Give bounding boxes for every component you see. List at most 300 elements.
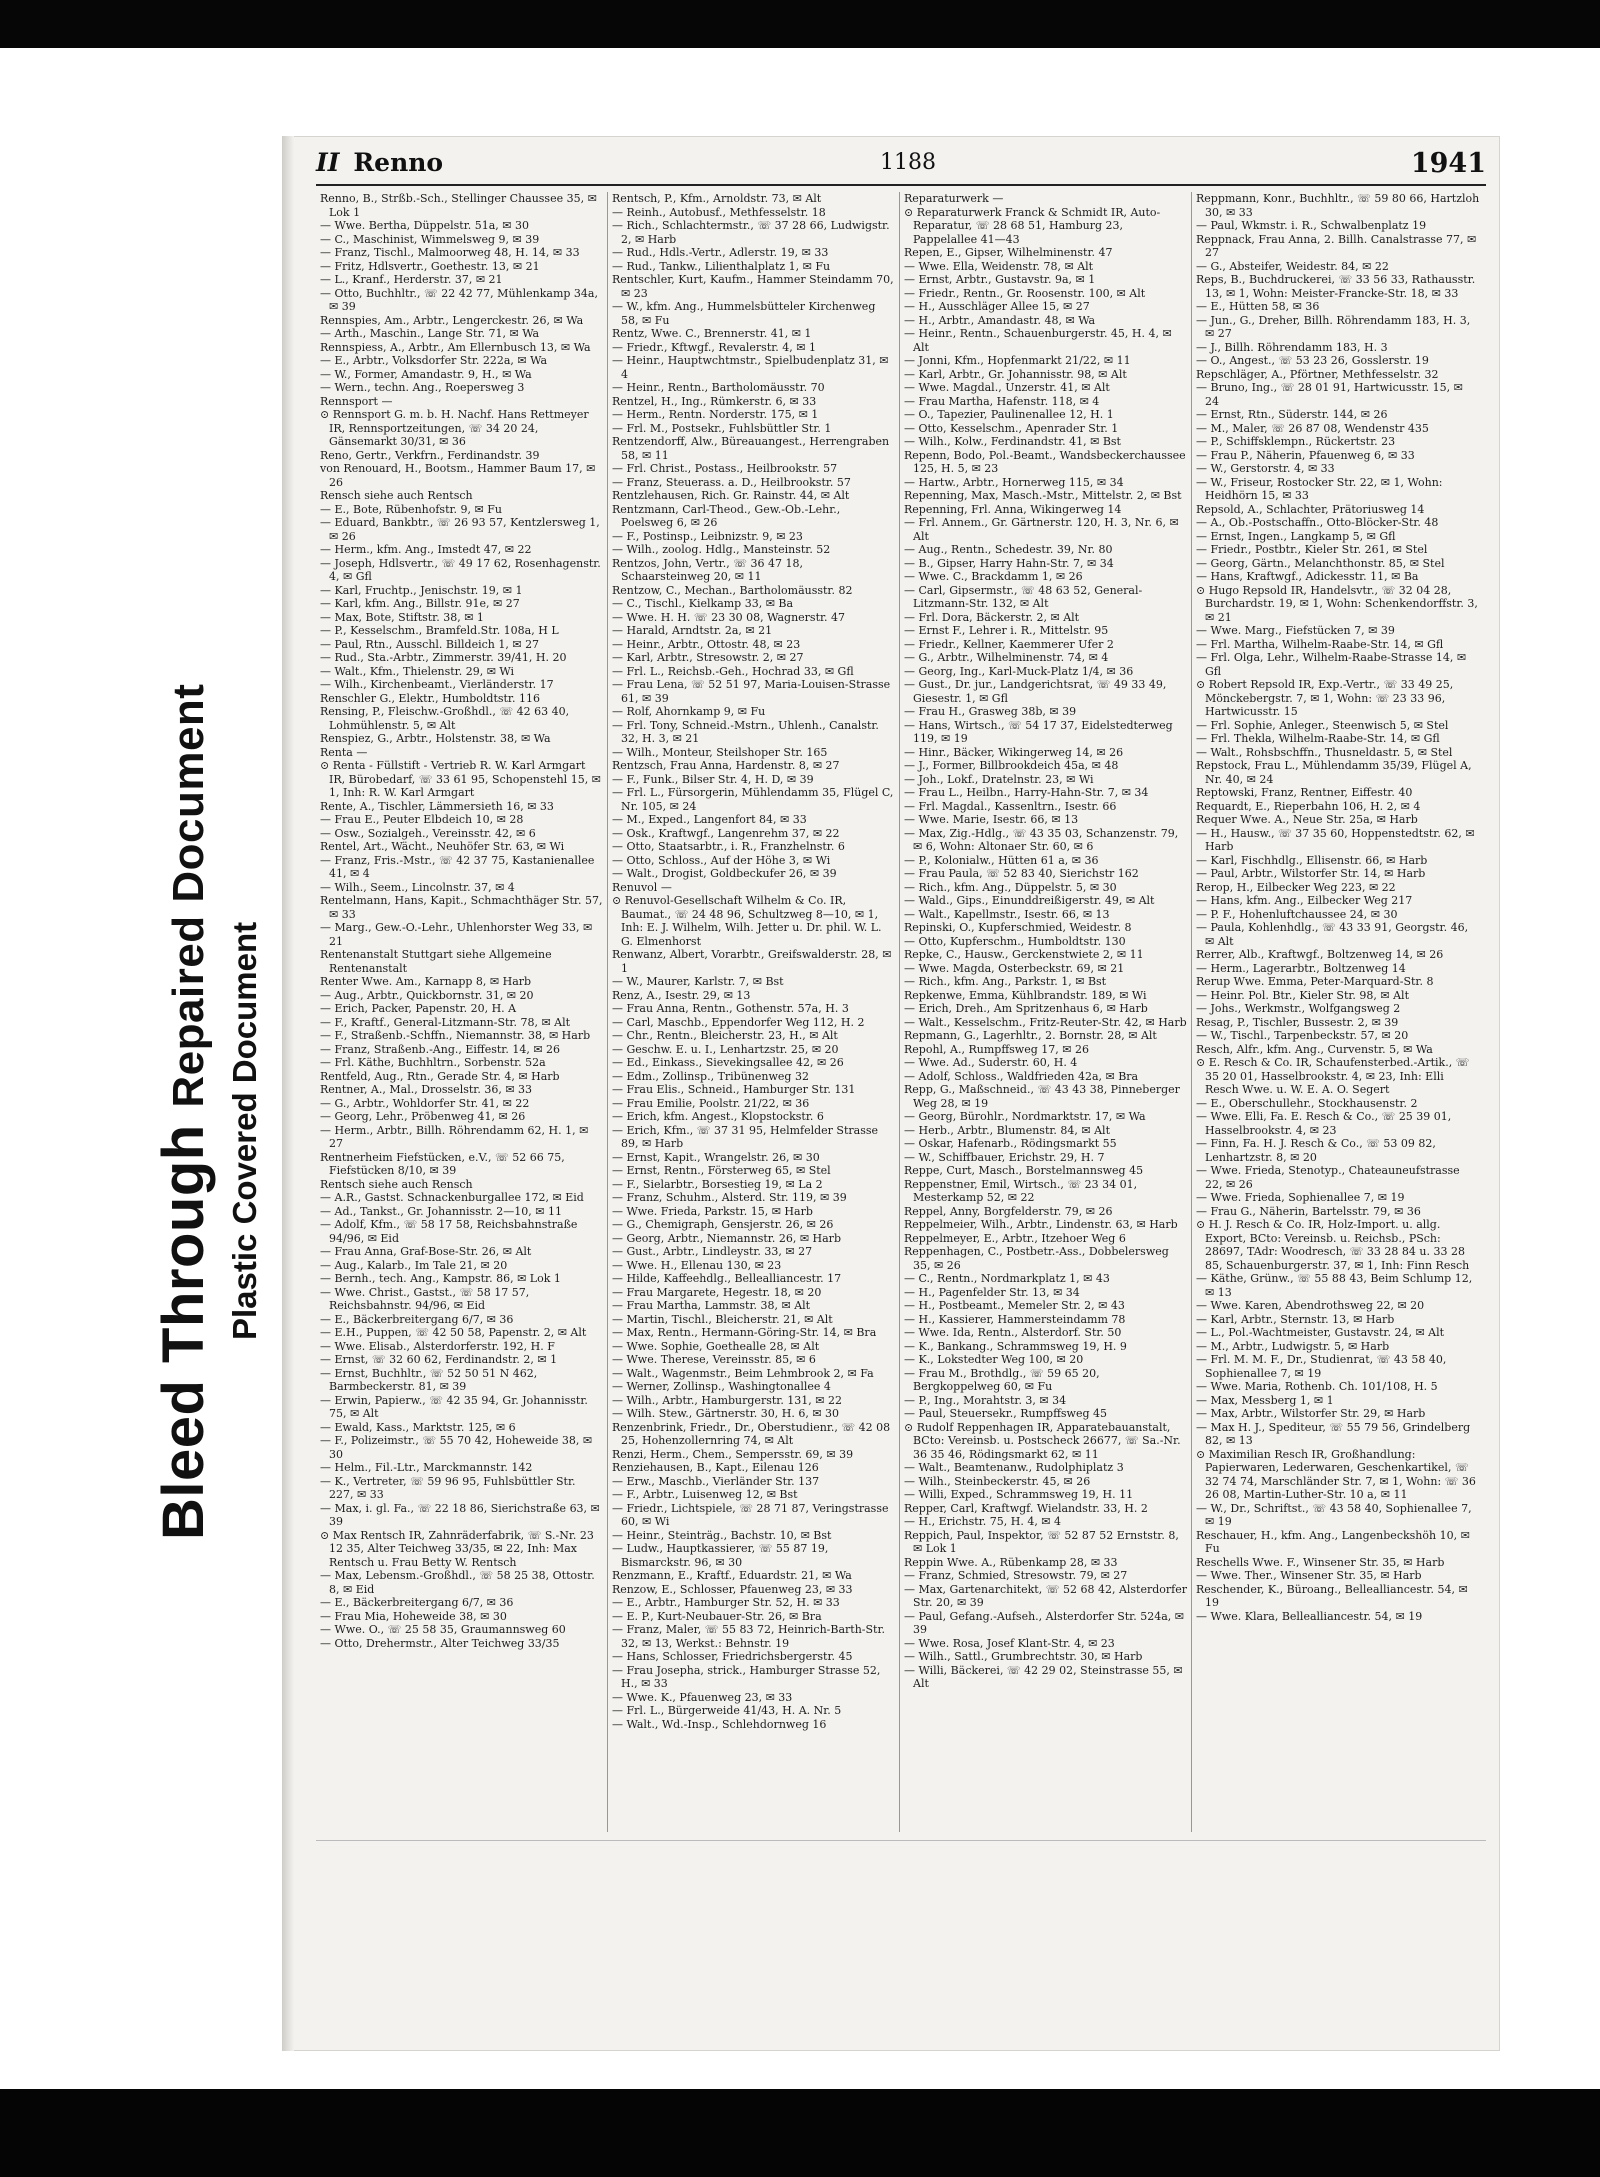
directory-entry: — Ed., Einkass., Sievekingsallee 42, ✉ 26 [612, 1056, 844, 1069]
directory-entry: — P., Schiffsklempn., Rückertstr. 23 [1196, 435, 1396, 448]
directory-entry: Rentel, Art., Wächt., Neuhöfer Str. 63, ✉ Wi [320, 840, 565, 853]
directory-entry: — Walt., Wd.-Insp., Schlehdornweg 16 [612, 1717, 827, 1731]
directory-entry: — J., Billh. Röhrendamm 183, H. 3 [1196, 340, 1388, 354]
directory-entry: Rentz, Wwe. C., Brennerstr. 41, ✉ 1 [612, 327, 812, 340]
directory-entry: Renziehausen, B., Kapt., Eilenau 126 [612, 1461, 819, 1474]
directory-entry: Repstock, Frau L., Mühlendamm 35/39, Flügel A, Nr. 40, ✉ 24 [1196, 759, 1472, 786]
directory-entry: Rentzendorff, Alw., Büreauangest., Herrengraben 58, ✉ 11 [612, 435, 890, 462]
directory-entry: — Ernst, Arbtr., Gustavstr. 9a, ✉ 1 [904, 273, 1096, 286]
directory-entry: — Wwe. Maria, Rothenb. Ch. 101/108, H. 5 [1196, 1380, 1438, 1393]
directory-entry: — Frl. Magdal., Kassenltrn., Isestr. 66 [904, 799, 1117, 813]
directory-entry: Reppelmeier, Wilh., Arbtr., Lindenstr. 63, ✉ Harb [904, 1218, 1178, 1231]
directory-entry: Repenning, Max, Masch.-Mstr., Mittelstr. 2, ✉ Bst [904, 489, 1182, 502]
directory-entry: — Willi, Bäckerei, ☏ 42 29 02, Steinstrasse 55, ✉ Alt [904, 1663, 1183, 1690]
directory-entry: Requardt, E., Rieperbahn 106, H. 2, ✉ 4 [1196, 799, 1421, 813]
directory-entry: — Karl, Arbtr., Stresowstr. 2, ✉ 27 [612, 651, 804, 664]
directory-entry: — Wilh., Kolw., Ferdinandstr. 41, ✉ Bst [904, 435, 1121, 448]
directory-entry: — Eduard, Bankbtr., ☏ 26 93 57, Kentzlersweg 1, ✉ 26 [320, 516, 600, 543]
directory-entry: — E., Bote, Rübenhofstr. 9, ✉ Fu [320, 502, 502, 516]
directory-entry: — Herb., Arbtr., Blumenstr. 84, ✉ Alt [904, 1123, 1110, 1137]
directory-entry: — Wwe. Ella, Weidenstr. 78, ✉ Alt [904, 259, 1094, 273]
directory-entry: — W., Former, Amandastr. 9, H., ✉ Wa [320, 367, 532, 381]
page-gutter-shadow [282, 136, 294, 2051]
directory-entry: — M., Exped., Langenfort 84, ✉ 33 [612, 813, 807, 826]
directory-entry: — F., Funk., Bilser Str. 4, H. D, ✉ 39 [612, 772, 814, 786]
bottom-scan-border [0, 2089, 1600, 2177]
directory-entry: — Willi, Exped., Schrammsweg 19, H. 11 [904, 1488, 1134, 1501]
directory-entry: ⊙ Hugo Repsold IR, Handelsvtr., ☏ 32 04 28, Burchardstr. 19, ✉ 1, Wohn: Schenkendorffstr. 3, ✉ 21 [1196, 583, 1478, 624]
directory-entry: — Paul, Rtn., Ausschl. Billdeich 1, ✉ 27 [320, 637, 540, 651]
directory-entry: — Ernst, Rentn., Försterweg 65, ✉ Stel [612, 1164, 831, 1177]
directory-entry: — Frl. M., Postsekr., Fuhlsbüttler Str. 1 [612, 421, 832, 435]
directory-entry: — Fritz, Hdlsvertr., Goethestr. 13, ✉ 21 [320, 259, 540, 273]
directory-entry: — Heinr. Pol. Btr., Kieler Str. 98, ✉ Alt [1196, 988, 1409, 1002]
directory-entry: — Käthe, Grünw., ☏ 55 88 43, Beim Schlump 12, ✉ 13 [1196, 1272, 1473, 1299]
directory-entry: — G., Chemigraph, Gensjerstr. 26, ✉ 26 [612, 1218, 834, 1231]
directory-entry: — Wilh., Seem., Lincolnstr. 37, ✉ 4 [320, 880, 515, 894]
footer-rule [316, 1840, 1486, 1841]
directory-entry: — Frl. L., Reichsb.-Geh., Hochrad 33, ✉ Gfl [612, 664, 854, 678]
directory-entry: — C., Tischl., Kielkamp 33, ✉ Ba [612, 597, 794, 610]
directory-entry: — Wwe. Ad., Suderstr. 60, H. 4 [904, 1056, 1078, 1069]
directory-entry: Repper, Carl, Kraftwgf. Wielandstr. 33, H. 2 [904, 1501, 1148, 1515]
directory-entry: Requer Wwe. A., Neue Str. 25a, ✉ Harb [1196, 813, 1418, 826]
directory-entry: — Wwe. Marg., Fiefstücken 7, ✉ 39 [1196, 624, 1395, 637]
directory-entry: — Adolf, Kfm., ☏ 58 17 58, Reichsbahnstraße 94/96, ✉ Eid [320, 1218, 578, 1245]
directory-entry: — Hilde, Kaffeehdlg., Bellealliancestr. 17 [612, 1272, 842, 1285]
directory-entry: — Frl. Käthe, Buchhltrn., Sorbenstr. 52a [320, 1056, 546, 1069]
directory-entry: — Rolf, Ahornkamp 9, ✉ Fu [612, 705, 766, 718]
directory-entry: — W., Maurer, Karlstr. 7, ✉ Bst [612, 975, 784, 988]
directory-entry: — Walt., Wagenmstr., Beim Lehmbrook 2, ✉ Fa [612, 1366, 874, 1380]
directory-entry: — Ad., Tankst., Gr. Johannisstr. 2—10, ✉ 11 [320, 1204, 562, 1218]
directory-entry: — Frau E., Peuter Elbdeich 10, ✉ 28 [320, 813, 524, 826]
directory-entry: — Wwe. Christ., Gastst., ☏ 58 17 57, Reichsbahnstr. 94/96, ✉ Eid [320, 1285, 530, 1312]
directory-entry: — Heinr., Rentn., Schauenburgerstr. 45, H. 4, ✉ Alt [904, 327, 1172, 354]
directory-entry: — Frl. Sophie, Anleger., Steenwisch 5, ✉ Stel [1196, 718, 1449, 732]
directory-entry: Reptowski, Franz, Rentner, Eiffestr. 40 [1196, 786, 1413, 799]
directory-entry: — Franz, Schuhm., Alsterd. Str. 119, ✉ 39 [612, 1191, 847, 1204]
directory-entry: Rentsch siehe auch Rensch [320, 1177, 473, 1191]
directory-entry: — H., Kassierer, Hammersteindamm 78 [904, 1312, 1126, 1326]
directory-entry: Reppelmeyer, E., Arbtr., Itzehoer Weg 6 [904, 1231, 1126, 1245]
directory-entry: — Frl. M. M. F., Dr., Studienrat, ☏ 43 58 40, Sophienallee 7, ✉ 19 [1196, 1353, 1447, 1380]
directory-entry: ⊙ H. J. Resch & Co. IR, Holz-Import. u. allg. Export, BCto: Vereinsb. u. Reichsb., PSch: 28697, TAdr: Woodresch, ☏ 33 28 84 u. 33 28 85, Schauenburgerstr. 37, ✉ 1, Inh: Finn Resch [1196, 1218, 1470, 1272]
directory-entry: — Helm., Fil.-Ltr., Marckmannstr. 142 [320, 1461, 533, 1474]
directory-entry: — H., Hausw., ☏ 37 35 60, Hoppenstedtstr. 62, ✉ Harb [1196, 826, 1475, 853]
directory-entry: Repinski, O., Kupferschmied, Weidestr. 8 [904, 921, 1132, 934]
directory-entry: Rentfeld, Aug., Rtn., Gerade Str. 4, ✉ Harb [320, 1069, 560, 1083]
directory-entry: — O., Tapezier, Paulinenallee 12, H. 1 [904, 408, 1114, 421]
directory-entry: — Hans, Kraftwgf., Adickesstr. 11, ✉ Ba [1196, 570, 1419, 583]
directory-entry: — C., Rentn., Nordmarkplatz 1, ✉ 43 [904, 1272, 1110, 1285]
directory-entry: Renuvol — [612, 880, 672, 894]
directory-entry: ⊙ Max Rentsch IR, Zahnräderfabrik, ☏ S.-Nr. 23 12 35, Alter Teichweg 33/35, ✉ 22, Inh: Max Rentsch u. Frau Betty W. Rentsch [320, 1528, 594, 1569]
directory-entry: — Frau Anna, Graf-Bose-Str. 26, ✉ Alt [320, 1245, 532, 1258]
directory-entry: Rentzlehausen, Rich. Gr. Rainstr. 44, ✉ Alt [612, 489, 850, 502]
directory-entry: — Paul, Arbtr., Wilstorfer Str. 14, ✉ Harb [1196, 867, 1426, 880]
directory-entry: Rensch siehe auch Rentsch [320, 489, 473, 502]
directory-entry: — Wwe. Klara, Bellealliancestr. 54, ✉ 19 [1196, 1609, 1423, 1623]
directory-entry: — Frau Martha, Lammstr. 38, ✉ Alt [612, 1299, 811, 1312]
directory-entry: — B., Gipser, Harry Hahn-Str. 7, ✉ 34 [904, 556, 1114, 570]
directory-entry: Rerrer, Alb., Kraftwgf., Boltzenweg 14, ✉ 26 [1196, 948, 1444, 961]
directory-entry: — H., Postbeamt., Memeler Str. 2, ✉ 43 [904, 1299, 1125, 1312]
directory-entry: — E., Oberschullehr., Stockhausenstr. 2 [1196, 1096, 1418, 1110]
directory-entry: — G., Absteifer, Weidestr. 84, ✉ 22 [1196, 259, 1389, 273]
directory-entry: — W., Tischl., Tarpenbeckstr. 57, ✉ 20 [1196, 1029, 1409, 1042]
directory-entry: — Heinr., Rentn., Bartholomäusstr. 70 [612, 381, 825, 394]
directory-entry: Rentnerheim Fiefstücken, e.V., ☏ 52 66 75, Fiefstücken 8/10, ✉ 39 [320, 1150, 565, 1177]
directory-entry: — Max, Bote, Stiftstr. 38, ✉ 1 [320, 610, 484, 624]
directory-entry: Repohl, A., Rumpffsweg 17, ✉ 26 [904, 1042, 1089, 1056]
directory-entry: — Erich, Packer, Papenstr. 20, H. A [320, 1002, 517, 1015]
directory-entry: — Arth., Maschin., Lange Str. 71, ✉ Wa [320, 327, 540, 340]
directory-entry: — Frau Paula, ☏ 52 83 40, Sierichstr 162 [904, 867, 1139, 880]
directory-entry: — K., Lokstedter Weg 100, ✉ 20 [904, 1353, 1084, 1366]
directory-entry: — Aug., Arbtr., Quickbornstr. 31, ✉ 20 [320, 988, 534, 1002]
directory-entry: — Georg, Arbtr., Niemannstr. 26, ✉ Harb [612, 1231, 841, 1245]
directory-entry: Reppenstner, Emil, Wirtsch., ☏ 23 34 01, Mesterkamp 52, ✉ 22 [904, 1177, 1138, 1204]
directory-entry: — E., Bäckerbreitergang 6/7, ✉ 36 [320, 1312, 514, 1326]
directory-entry: — Otto, Buchhltr., ☏ 22 42 77, Mühlenkamp 34a, ✉ 39 [320, 286, 598, 313]
directory-entry: — Frau Anna, Rentn., Gothenstr. 57a, H. 3 [612, 1002, 849, 1015]
directory-entry: — Frau Margarete, Hegestr. 18, ✉ 20 [612, 1285, 822, 1299]
directory-entry: — Max, Messberg 1, ✉ 1 [1196, 1393, 1334, 1407]
directory-entry: — K., Bankang., Schrammsweg 19, H. 9 [904, 1339, 1127, 1353]
header-section [316, 148, 443, 177]
directory-entry: — Werner, Zollinsp., Washingtonallee 4 [612, 1380, 831, 1393]
section-number: II [316, 148, 340, 177]
directory-entry: — Wwe. K., Pfauenweg 23, ✉ 33 [612, 1690, 793, 1704]
directory-entry: — Rich., Schlachtermstr., ☏ 37 28 66, Ludwigstr. 2, ✉ Harb [612, 219, 890, 246]
directory-entry: — F., Kraftf., General-Litzmann-Str. 78, ✉ Alt [320, 1015, 571, 1029]
directory-entry: — Bruno, Ing., ☏ 28 01 91, Hartwicusstr. 15, ✉ 24 [1196, 381, 1463, 408]
page-header [316, 148, 1486, 182]
directory-entry: — Ludw., Hauptkassierer, ☏ 55 87 19, Bismarckstr. 96, ✉ 30 [612, 1542, 829, 1569]
directory-entry: — E.H., Puppen, ☏ 42 50 58, Papenstr. 2, ✉ Alt [320, 1326, 587, 1339]
directory-entry: — E. P., Kurt-Neubauer-Str. 26, ✉ Bra [612, 1609, 822, 1623]
directory-entry: — Karl, Fischhdlg., Ellisenstr. 66, ✉ Harb [1196, 853, 1428, 867]
directory-entry: — Frau Josepha, strick., Hamburger Strasse 52, H., ✉ 33 [612, 1663, 881, 1690]
directory-entry: Renzenbrink, Friedr., Dr., Oberstudienr., ☏ 42 08 25, Hohenzollernring 74, ✉ Alt [612, 1420, 891, 1447]
directory-entry: Renter Wwe. Am., Karnapp 8, ✉ Harb [320, 975, 532, 988]
directory-entry: Resag, P., Tischler, Bussestr. 2, ✉ 39 [1196, 1015, 1399, 1029]
directory-entry: — Wwe. Frieda, Parkstr. 15, ✉ Harb [612, 1204, 813, 1218]
directory-entry: — K., Vertreter, ☏ 59 96 95, Fuhlsbüttler Str. 227, ✉ 33 [320, 1474, 576, 1501]
directory-entry: — Franz, Fris.-Mstr., ☏ 42 37 75, Kastanienallee 41, ✉ 4 [320, 853, 595, 880]
directory-entry: — Wilh., Sattl., Grumbrechtstr. 30, ✉ Harb [904, 1650, 1143, 1663]
directory-entry: — Rich., kfm. Ang., Parkstr. 1, ✉ Bst [904, 975, 1107, 988]
directory-entry: — Hinr., Bäcker, Wikingerweg 14, ✉ 26 [904, 745, 1124, 759]
directory-entry: — Wilh., zoolog. Hdlg., Mansteinstr. 52 [612, 543, 831, 556]
directory-entry: ⊙ Renta - Füllstift - Vertrieb R. W. Karl Armgart IR, Bürobedarf, ☏ 33 61 95, Schopenstehl 15, ✉ 1, Inh: R. W. Karl Armgart [320, 759, 601, 799]
directory-entry: Reschauer, H., kfm. Ang., Langenbeckshöh 10, ✉ Fu [1196, 1528, 1470, 1555]
directory-entry: — Harald, Arndtstr. 2a, ✉ 21 [612, 624, 773, 637]
directory-entry: — M., Arbtr., Ludwigstr. 5, ✉ Harb [1196, 1339, 1390, 1353]
directory-entry: — Otto, Schloss., Auf der Höhe 3, ✉ Wi [612, 853, 831, 867]
directory-entry: Reppich, Paul, Inspektor, ☏ 52 87 52 Ernststr. 8, ✉ Lok 1 [904, 1528, 1179, 1555]
directory-entry: — Frl. L., Bürgerweide 41/43, H. A. Nr. 5 [612, 1704, 842, 1717]
directory-entry: — Georg, Lehr., Pröbenweg 41, ✉ 26 [320, 1110, 526, 1123]
directory-entry: Renschler G., Elektr., Humboldtstr. 116 [320, 691, 540, 705]
directory-entry: — Heinr., Steinträg., Bachstr. 10, ✉ Bst [612, 1528, 832, 1542]
directory-entry: Repkenwe, Emma, Kühlbrandstr. 189, ✉ Wi [904, 988, 1147, 1002]
directory-entry: Renzi, Herm., Chem., Sempersstr. 69, ✉ 39 [612, 1447, 854, 1461]
directory-entry: — O., Angest., ☏ 53 23 26, Gosslerstr. 19 [1196, 354, 1429, 367]
directory-entry: Rentzow, C., Mechan., Bartholomäusstr. 82 [612, 583, 853, 597]
directory-entry: — Wald., Gips., Einunddreißigerstr. 49, ✉ Alt [904, 894, 1155, 907]
directory-entry: — Heinr., Arbtr., Ottostr. 48, ✉ 23 [612, 637, 801, 651]
directory-entry: — Frau G., Näherin, Bartelsstr. 79, ✉ 36 [1196, 1204, 1421, 1218]
directory-entry: — Erwin, Papierw., ☏ 42 35 94, Gr. Johannisstr. 75, ✉ Alt [320, 1393, 588, 1420]
directory-entry: — Frl. Tony, Schneid.-Mstrn., Uhlenh., Canalstr. 32, H. 3, ✉ 21 [612, 718, 879, 745]
directory-columns [316, 192, 1486, 1832]
directory-entry: Reppnack, Frau Anna, 2. Billh. Canalstrasse 77, ✉ 27 [1196, 232, 1477, 259]
directory-entry: — Wern., techn. Ang., Roepersweg 3 [320, 381, 525, 394]
directory-entry: Rerop, H., Eilbecker Weg 223, ✉ 22 [1196, 880, 1396, 894]
directory-entry: — Rud., Tankw., Lilienthalplatz 1, ✉ Fu [612, 259, 831, 273]
directory-entry: Repsold, A., Schlachter, Prätoriusweg 14 [1196, 502, 1425, 516]
directory-entry: — Friedr., Rentn., Gr. Roosenstr. 100, ✉ Alt [904, 286, 1146, 300]
header-rule [316, 184, 1486, 186]
directory-entry: — Walt., Drogist, Goldbeckufer 26, ✉ 39 [612, 867, 837, 880]
directory-entry: — Gust., Dr. jur., Landgerichtsrat, ☏ 49 33 49, Giesestr. 1, ✉ Gfl [904, 678, 1167, 705]
directory-entry: — Franz, Tischl., Malmoorweg 48, H. 14, ✉ 33 [320, 246, 580, 259]
directory-entry: Rennspiess, A., Arbtr., Am Ellernbusch 13, ✉ Wa [320, 340, 591, 354]
directory-entry: — H., Ausschläger Allee 15, ✉ 27 [904, 300, 1090, 313]
directory-entry: — Wwe. Magdal., Unzerstr. 41, ✉ Alt [904, 381, 1110, 394]
directory-entry: von Renouard, H., Bootsm., Hammer Baum 17, ✉ 26 [320, 462, 596, 489]
directory-entry: — P. F., Hohenluftchaussee 24, ✉ 30 [1196, 907, 1398, 921]
directory-entry: Repke, C., Hausw., Gerckenstwiete 2, ✉ 11 [904, 948, 1144, 961]
directory-entry: — Paul, Steuersekr., Rumpffsweg 45 [904, 1407, 1107, 1420]
directory-entry: — Hans, kfm. Ang., Eilbecker Weg 217 [1196, 894, 1413, 907]
directory-entry: — Osw., Sozialgeh., Vereinsstr. 42, ✉ 6 [320, 826, 536, 840]
bleed-through-text: Bleed Through [151, 1124, 216, 1540]
directory-entry: Rentner, A., Mal., Drosselstr. 36, ✉ 33 [320, 1083, 533, 1096]
directory-entry: — Max, i. gl. Fa., ☏ 22 18 86, Sierichstraße 63, ✉ 39 [320, 1501, 600, 1528]
directory-entry: Repschläger, A., Pförtner, Methfesselstr. 32 [1196, 367, 1439, 381]
directory-entry: — Chr., Rentn., Bleicherstr. 23, H., ✉ Alt [612, 1029, 838, 1042]
directory-entry: Rentsch, P., Kfm., Arnoldstr. 73, ✉ Alt [612, 192, 822, 205]
directory-entry: Reppmann, Konr., Buchhltr., ☏ 59 80 66, Hartzloh 30, ✉ 33 [1196, 192, 1480, 219]
directory-entry: Resch, Alfr., kfm. Ang., Curvenstr. 5, ✉ Wa [1196, 1042, 1433, 1056]
column-4 [1192, 192, 1484, 1832]
directory-entry: — Max, Arbtr., Wilstorfer Str. 29, ✉ Harb [1196, 1407, 1426, 1420]
directory-entry: — Joseph, Hdlsvertr., ☏ 49 17 62, Rosenhagenstr. 4, ✉ Gfl [320, 556, 601, 583]
directory-entry: — Gust., Arbtr., Lindleystr. 33, ✉ 27 [612, 1245, 813, 1258]
directory-entry: Rentschler, Kurt, Kaufm., Hammer Steindamm 70, ✉ 23 [612, 273, 894, 300]
directory-entry: — L., Pol.-Wachtmeister, Gustavstr. 24, ✉ Alt [1196, 1326, 1445, 1339]
directory-entry: Reps, B., Buchdruckerei, ☏ 33 56 33, Rathausstr. 13, ✉ 1, Wohn: Meister-Francke-Str. 18, ✉ 33 [1196, 273, 1476, 300]
column-2 [608, 192, 900, 1832]
directory-entry: — Wwe. Therese, Vereinsstr. 85, ✉ 6 [612, 1353, 816, 1366]
directory-entry: — Franz, Schmied, Stresowstr. 79, ✉ 27 [904, 1569, 1128, 1582]
directory-entry: — Wwe. Marie, Isestr. 66, ✉ 13 [904, 813, 1079, 826]
directory-entry: Reppel, Anny, Borgfelderstr. 79, ✉ 26 [904, 1204, 1113, 1218]
directory-entry: — L., Kranf., Herderstr. 37, ✉ 21 [320, 273, 503, 286]
directory-entry: — Rud., Hdls.-Vertr., Adlerstr. 19, ✉ 33 [612, 246, 829, 259]
directory-entry: — Frl. L., Fürsorgerin, Mühlendamm 35, Flügel C, Nr. 105, ✉ 24 [612, 786, 894, 813]
directory-entry: — Wwe. Frieda, Stenotyp., Chateauneufstrasse 22, ✉ 26 [1196, 1164, 1460, 1191]
directory-entry: — Paula, Kohlenhdlg., ☏ 43 33 91, Georgstr. 46, ✉ Alt [1196, 921, 1469, 948]
directory-entry: — E., Hütten 58, ✉ 36 [1196, 300, 1320, 313]
directory-entry: ⊙ Maximilian Resch IR, Großhandlung: Papierwaren, Lederwaren, Geschenkartikel, ☏ 32 74 74, Marschländer Str. 7, ✉ 1, Wohn: ☏ 36 26 08, Martin-Luther-Str. 10 a, ✉ 11 [1196, 1447, 1476, 1501]
directory-entry: — E., Arbtr., Hamburger Str. 52, H. ✉ 33 [612, 1596, 840, 1609]
directory-entry: — Wwe. C., Brackdamm 1, ✉ 26 [904, 570, 1083, 583]
directory-entry: — Wwe. H. H. ☏ 23 30 08, Wagnerstr. 47 [612, 610, 846, 624]
directory-entry: — A., Ob.-Postschaffn., Otto-Blöcker-Str. 48 [1196, 516, 1439, 529]
directory-entry: — Max, Zig.-Hdlg., ☏ 43 35 03, Schanzenstr. 79, ✉ 6, Wohn: Altonaer Str. 60, ✉ 6 [904, 826, 1179, 853]
directory-entry: — Walt., Rohsbschffn., Thusneldastr. 5, ✉ Stel [1196, 745, 1453, 759]
side-annotation-labels [150, 200, 290, 1540]
directory-entry: — Marg., Gew.-O.-Lehr., Uhlenhorster Weg 33, ✉ 21 [320, 921, 593, 948]
directory-entry: — F., Arbtr., Luisenweg 12, ✉ Bst [612, 1488, 798, 1501]
directory-entry: — Walt., Kesselschm., Fritz-Reuter-Str. 42, ✉ Harb [904, 1015, 1187, 1029]
header-keyword: Renno [353, 148, 444, 177]
directory-entry: — W., Friseur, Rostocker Str. 22, ✉ 1, Wohn: Heidhörn 15, ✉ 33 [1196, 475, 1443, 502]
directory-entry: — Aug., Rentn., Schedestr. 39, Nr. 80 [904, 543, 1113, 556]
directory-entry: — Oskar, Hafenarb., Rödingsmarkt 55 [904, 1137, 1117, 1150]
directory-entry: — Edm., Zollinsp., Tribünenweg 32 [612, 1069, 809, 1083]
directory-entry: — Karl, Arbtr., Sternstr. 13, ✉ Harb [1196, 1312, 1395, 1326]
directory-entry: — Aug., Kalarb., Im Tale 21, ✉ 20 [320, 1258, 508, 1272]
directory-entry: — Erich, Dreh., Am Spritzenhaus 6, ✉ Harb [904, 1002, 1148, 1015]
directory-entry: Renzow, E., Schlosser, Pfauenweg 23, ✉ 33 [612, 1582, 853, 1596]
directory-entry: — Herm., Arbtr., Billh. Röhrendamm 62, H. 1, ✉ 27 [320, 1123, 589, 1150]
directory-entry: — Frau L., Heilbn., Harry-Hahn-Str. 7, ✉ 34 [904, 786, 1149, 799]
directory-entry: Rentenanstalt Stuttgart siehe Allgemeine Rentenanstalt [320, 948, 552, 975]
directory-entry: — Wwe. Rosa, Josef Klant-Str. 4, ✉ 23 [904, 1636, 1115, 1650]
directory-entry: Reparaturwerk — [904, 192, 1004, 205]
directory-entry: — F., Polizeimstr., ☏ 55 70 42, Hoheweide 38, ✉ 30 [320, 1434, 593, 1461]
directory-entry: Repen, E., Gipser, Wilhelminenstr. 47 [904, 246, 1113, 259]
directory-entry: — Hans, Wirtsch., ☏ 54 17 37, Eidelstedterweg 119, ✉ 19 [904, 718, 1173, 745]
directory-entry: — Franz, Straßenb.-Ang., Eiffestr. 14, ✉ 26 [320, 1042, 561, 1056]
directory-entry: Reschells Wwe. F., Winsener Str. 35, ✉ Harb [1196, 1555, 1445, 1569]
directory-entry: — Otto, Kesselschm., Apenrader Str. 1 [904, 421, 1119, 435]
directory-entry: — W., kfm. Ang., Hummelsbütteler Kirchenweg 58, ✉ Fu [612, 300, 876, 327]
directory-entry: — Wilh. Stew., Gärtnerstr. 30, H. 6, ✉ 30 [612, 1407, 840, 1420]
directory-entry: — Wwe. Elli, Fa. E. Resch & Co., ☏ 25 39 01, Hasselbrookstr. 4, ✉ 23 [1196, 1110, 1452, 1137]
directory-entry: — G., Arbtr., Wohldorfer Str. 41, ✉ 22 [320, 1096, 530, 1110]
directory-entry: — Herm., kfm. Ang., Imstedt 47, ✉ 22 [320, 543, 532, 556]
directory-entry: — J., Former, Billbrookdeich 45a, ✉ 48 [904, 759, 1119, 772]
directory-entry: — Carl, Maschb., Eppendorfer Weg 112, H. 2 [612, 1015, 865, 1029]
directory-entry: — Georg, Bürohlr., Nordmarktstr. 17, ✉ Wa [904, 1110, 1146, 1123]
directory-entry: — W., Schiffbauer, Erichstr. 29, H. 7 [904, 1150, 1105, 1164]
directory-entry: — Frau Lena, ☏ 52 51 97, Maria-Louisen-Strasse 61, ✉ 39 [612, 678, 891, 705]
directory-entry: — W., Dr., Schriftst., ☏ 43 58 40, Sophienallee 7, ✉ 19 [1196, 1501, 1472, 1528]
directory-entry: — Wwe. Elisab., Alsterdorferstr. 192, H. F [320, 1339, 555, 1353]
directory-page [282, 136, 1500, 2051]
directory-entry: — Wilh., Arbtr., Hamburgerstr. 131, ✉ 22 [612, 1393, 843, 1407]
directory-entry: Reno, Gertr., Verkfrn., Ferdinandstr. 39 [320, 448, 540, 462]
directory-entry: — Carl, Gipsermstr., ☏ 48 63 52, General-Litzmann-Str. 132, ✉ Alt [904, 583, 1143, 610]
directory-entry: ⊙ Robert Repsold IR, Exp.-Vertr., ☏ 33 49 25, Mönckebergstr. 7, ✉ 1, Wohn: ☏ 23 33 96, Hartwicusstr. 15 [1196, 678, 1454, 718]
repaired-document-text: Repaired Document [164, 683, 213, 1108]
directory-entry: — Ernst, Buchhltr., ☏ 52 50 51 N 462, Barmbeckerstr. 81, ✉ 39 [320, 1366, 538, 1393]
directory-entry: Renwanz, Albert, Vorarbtr., Greifswalderstr. 28, ✉ 1 [612, 948, 892, 975]
directory-entry: — Erich, kfm. Angest., Klopstockstr. 6 [612, 1110, 824, 1123]
directory-entry: — Max, Gartenarchitekt, ☏ 52 68 42, Alsterdorfer Str. 20, ✉ 39 [904, 1582, 1188, 1609]
directory-entry: — Friedr., Kftwgf., Revalerstr. 4, ✉ 1 [612, 340, 816, 354]
directory-entry: — Wwe. O., ☏ 25 58 35, Graumannsweg 60 [320, 1623, 566, 1636]
directory-entry: — Paul, Gefang.-Aufseh., Alsterdorfer Str. 524a, ✉ 39 [904, 1609, 1184, 1636]
directory-entry: — Franz, Steuerass. a. D., Heilbrookstr. 57 [612, 475, 851, 489]
directory-entry: — Frau Mia, Hoheweide 38, ✉ 30 [320, 1609, 507, 1623]
directory-entry: Rente, A., Tischler, Lämmersieth 16, ✉ 33 [320, 799, 554, 813]
directory-entry: — Hartw., Arbtr., Hornerweg 115, ✉ 34 [904, 475, 1124, 489]
directory-entry: — Rich., kfm. Ang., Düppelstr. 5, ✉ 30 [904, 880, 1117, 894]
directory-entry: — C., Maschinist, Wimmelsweg 9, ✉ 39 [320, 232, 540, 246]
directory-entry: — Herm., Rentn. Norderstr. 175, ✉ 1 [612, 408, 819, 421]
directory-entry: — Georg, Gärtn., Melanchthonstr. 85, ✉ Stel [1196, 556, 1445, 570]
directory-entry: — Frl. Olga, Lehr., Wilhelm-Raabe-Strasse 14, ✉ Gfl [1196, 651, 1467, 678]
directory-entry: — Geschw. E. u. I., Lenhartzstr. 25, ✉ 20 [612, 1042, 839, 1056]
directory-entry: — Frau Elis., Schneid., Hamburger Str. 131 [612, 1083, 856, 1096]
directory-entry: Renspiez, G., Arbtr., Holstenstr. 38, ✉ Wa [320, 732, 551, 745]
column-1 [316, 192, 608, 1832]
directory-entry: — Frau H., Grasweg 38b, ✉ 39 [904, 705, 1077, 718]
directory-entry: — Karl, kfm. Ang., Billstr. 91e, ✉ 27 [320, 597, 520, 610]
header-year: 1941 [1410, 148, 1486, 179]
directory-entry: — E., Arbtr., Volksdorfer Str. 222a, ✉ Wa [320, 354, 548, 367]
directory-entry: — E., Bäckerbreitergang 6/7, ✉ 36 [320, 1596, 514, 1609]
directory-entry: Renzmann, E., Kraftf., Eduardstr. 21, ✉ Wa [612, 1569, 852, 1582]
directory-entry: — Wilh., Kirchenbeamt., Vierländerstr. 17 [320, 678, 554, 691]
directory-entry: — Ernst F., Lehrer i. R., Mittelstr. 95 [904, 624, 1109, 637]
directory-entry: — P., Kolonialw., Hütten 61 a, ✉ 36 [904, 853, 1099, 867]
directory-entry: Renta — [320, 745, 368, 759]
directory-entry: — Martin, Tischl., Bleicherstr. 21, ✉ Alt [612, 1312, 833, 1326]
directory-entry: — P., Kesselschm., Bramfeld.Str. 108a, H L [320, 624, 559, 637]
directory-entry: — H., Arbtr., Amandastr. 48, ✉ Wa [904, 313, 1096, 327]
directory-entry: — Paul, Wkmstr. i. R., Schwalbenplatz 19 [1196, 219, 1427, 232]
directory-entry: — Wwe. Bertha, Düppelstr. 51a, ✉ 30 [320, 219, 530, 232]
directory-entry: — Frau Martha, Hafenstr. 118, ✉ 4 [904, 394, 1100, 408]
directory-entry: — Finn, Fa. H. J. Resch & Co., ☏ 53 09 82, Lenhartzstr. 8, ✉ 20 [1196, 1137, 1436, 1164]
top-scan-border [0, 0, 1600, 48]
directory-entry: Rensing, P., Fleischw.-Großhdl., ☏ 42 63 40, Lohmühlenstr. 5, ✉ Alt [320, 705, 570, 732]
directory-entry: Rerup Wwe. Emma, Peter-Marquard-Str. 8 [1196, 975, 1434, 988]
directory-entry: Rentelmann, Hans, Kapit., Schmachthäger Str. 57, ✉ 33 [320, 894, 603, 921]
directory-entry: — G., Arbtr., Wilhelminenstr. 74, ✉ 4 [904, 651, 1109, 664]
directory-entry: — Johs., Werkmstr., Wolfgangsweg 2 [1196, 1002, 1401, 1015]
directory-entry: — Wwe. Magda, Osterbeckstr. 69, ✉ 21 [904, 961, 1125, 975]
directory-entry: Reppe, Curt, Masch., Borstelmannsweg 45 [904, 1164, 1144, 1177]
directory-entry: — Reinh., Autobusf., Methfesselstr. 18 [612, 205, 826, 219]
directory-entry: — Friedr., Kellner, Kaemmerer Ufer 2 [904, 637, 1114, 651]
directory-entry: Reppin Wwe. A., Rübenkamp 28, ✉ 33 [904, 1555, 1118, 1569]
directory-entry: — Rud., Sta.-Arbtr., Zimmerstr. 39/41, H. 20 [320, 651, 567, 664]
directory-entry: Renno, B., Strßb.-Sch., Stellinger Chaussee 35, ✉ Lok 1 [320, 192, 597, 219]
directory-entry: ⊙ Reparaturwerk Franck & Schmidt IR, Auto-Reparatur, ☏ 28 68 51, Hamburg 23, Pappelallee 41—43 [904, 205, 1161, 246]
directory-entry: — Heinr., Hauptwchtmstr., Spielbudenplatz 31, ✉ 4 [612, 354, 889, 381]
directory-entry: — Franz, Maler, ☏ 55 83 72, Heinrich-Barth-Str. 32, ✉ 13, Werkst.: Behnstr. 19 [612, 1623, 886, 1650]
directory-entry: Repenn, Bodo, Pol.-Beamt., Wandsbeckerchaussee 125, H. 5, ✉ 23 [904, 448, 1186, 475]
plastic-covered-label: Plastic Covered Document [226, 921, 263, 1340]
directory-entry: — F., Straßenb.-Schffn., Niemannstr. 38, ✉ Harb [320, 1029, 591, 1042]
directory-entry: — Ernst, ☏ 32 60 62, Ferdinandstr. 2, ✉ 1 [320, 1353, 558, 1366]
directory-entry: — Wwe. Ida, Rentn., Alsterdorf. Str. 50 [904, 1326, 1122, 1339]
directory-entry: — Karl, Arbtr., Gr. Johannisstr. 98, ✉ Alt [904, 367, 1127, 381]
page-number: 1188 [880, 150, 936, 175]
directory-entry: Repenning, Frl. Anna, Wikingerweg 14 [904, 502, 1122, 516]
directory-entry: — Wilh., Steinbeckerstr. 45, ✉ 26 [904, 1474, 1091, 1488]
directory-entry: — Walt., Beamtenanw., Rudolphiplatz 3 [904, 1461, 1124, 1474]
